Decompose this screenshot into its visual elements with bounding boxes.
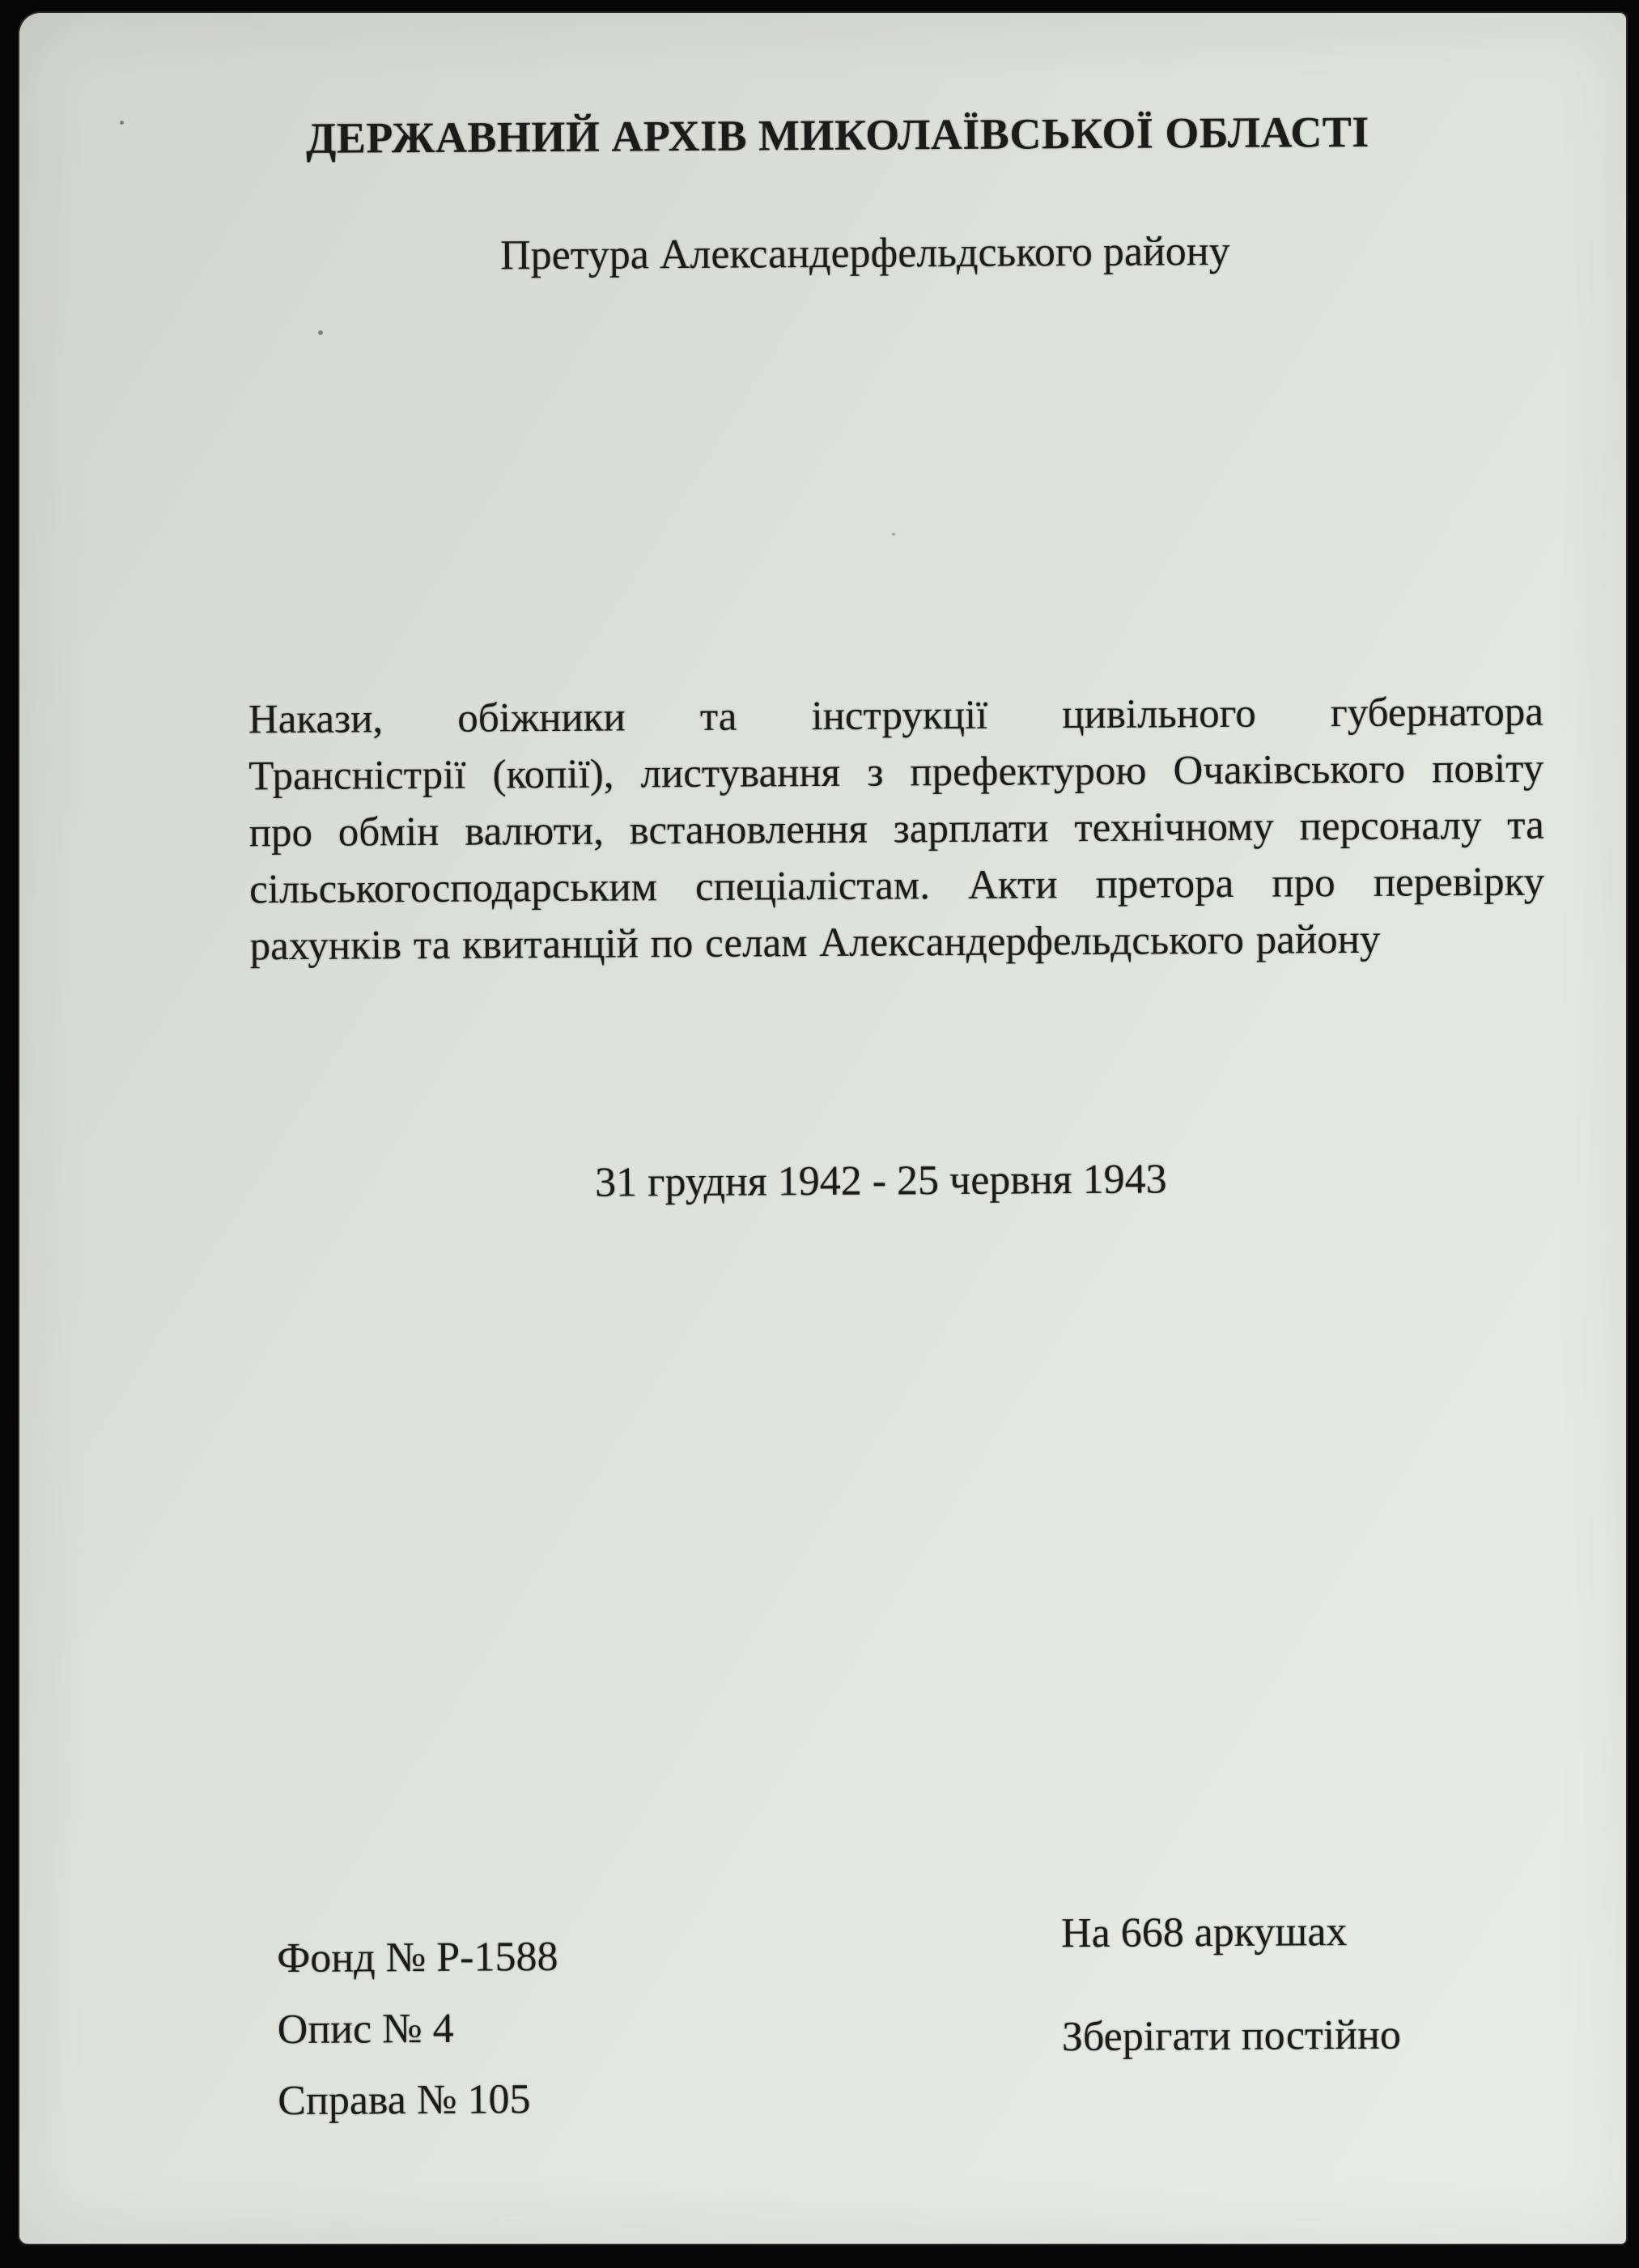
fond-number: Фонд № Р-1588 xyxy=(277,1934,558,1982)
description-line-1: Накази, обіжники та інструкції цивільного губернатора xyxy=(248,689,1544,743)
paper-speck xyxy=(318,330,323,335)
archive-name: ДЕРЖАВНИЙ АРХІВ МИКОЛАЇВСЬКОЇ ОБЛАСТІ xyxy=(306,107,1369,163)
sprava-number: Справа № 105 xyxy=(278,2076,531,2125)
description-line-3: про обмін валюти, встановлення зарплати технічному персоналу та xyxy=(248,802,1544,856)
fond-creator-name: Претура Александерфельдського району xyxy=(499,227,1230,279)
description-line-4: сільськогосподарським спеціалістам. Акти претора про перевірку xyxy=(249,859,1545,913)
date-range: 31 грудня 1942 - 25 червня 1943 xyxy=(595,1156,1167,1206)
opys-number: Опис № 4 xyxy=(277,2005,454,2054)
paper-speck xyxy=(892,533,895,536)
sheet-count: На 668 аркушах xyxy=(1060,1909,1348,1957)
cover-page-content xyxy=(19,13,1626,2244)
paper-speck xyxy=(120,121,124,125)
description-line-5: рахунків та квитанцій по селам Александерфельдського району xyxy=(249,916,1381,970)
archive-cover-page xyxy=(19,13,1626,2244)
retention-note: Зберігати постійно xyxy=(1061,2011,1402,2061)
description-line-2: Трансністрії (копії), листування з префектурою Очаківського повіту xyxy=(248,745,1544,800)
archival-references xyxy=(277,1922,559,2137)
case-description xyxy=(248,684,1545,975)
extent-block xyxy=(1061,1904,1401,2066)
